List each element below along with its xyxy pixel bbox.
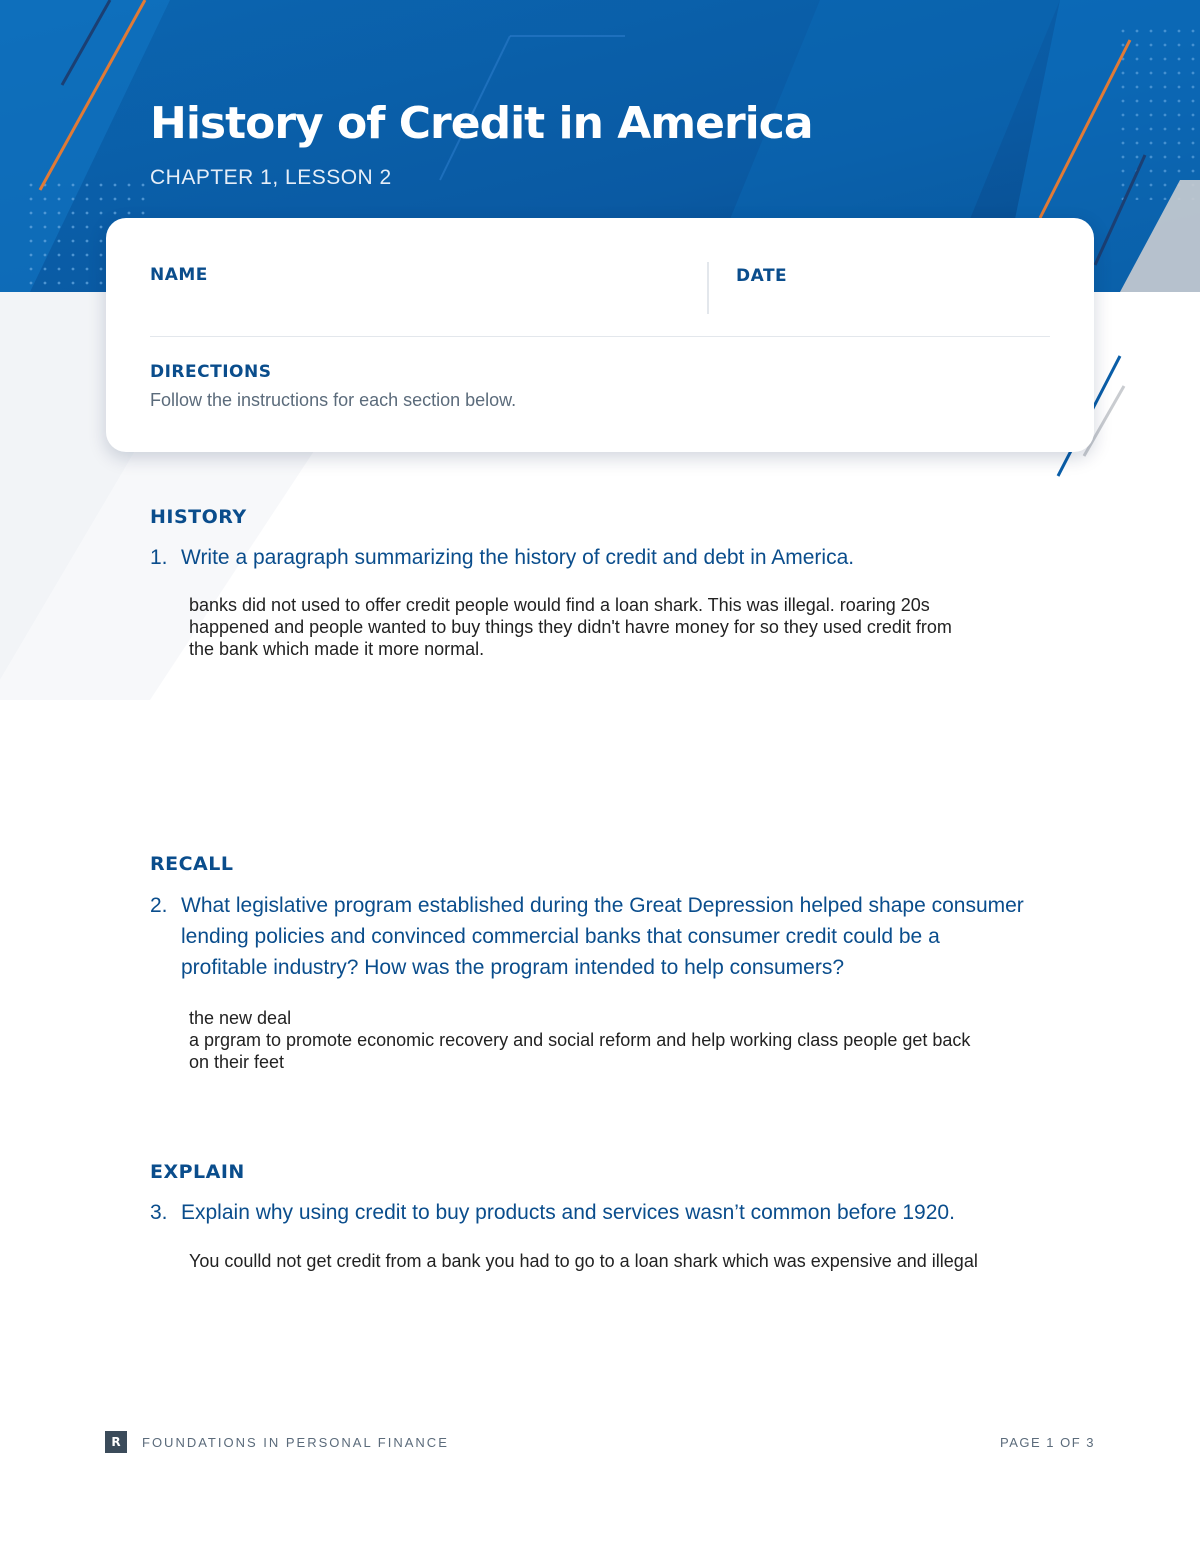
page-number: PAGE 1 OF 3	[999, 1435, 1095, 1450]
question-text: What legislative program established during the Great Depression helped shape consumer lending policies and convinced commercial banks that consumer credit could be a profitable industry? How was the program intended to help consumers?	[181, 894, 1024, 979]
date-label: DATE	[736, 266, 788, 286]
footer-course-name: FOUNDATIONS IN PERSONAL FINANCE	[142, 1435, 449, 1450]
answer-2[interactable]: the new deal a prgram to promote economic recovery and social reform and help working class people get back on their feet	[189, 1008, 971, 1072]
question-text: Write a paragraph summarizing the history of credit and debt in America.	[181, 546, 855, 569]
question-number: 2.	[150, 894, 168, 917]
card-vertical-divider	[707, 262, 709, 314]
name-label: NAME	[150, 265, 208, 285]
answer-1[interactable]: banks did not used to offer credit people would find a loan shark. This was illegal. roaring 20s happened and people wanted to buy things they didn't havre money for so they used credit from the bank which made it more normal.	[189, 595, 952, 659]
brand-logo: R	[105, 1431, 127, 1453]
section-heading-history: HISTORY	[150, 506, 247, 528]
page-title: History of Credit in America	[150, 98, 813, 149]
page-subtitle: CHAPTER 1, LESSON 2	[150, 166, 392, 189]
info-card	[106, 218, 1094, 452]
question-number: 1.	[150, 546, 168, 569]
directions-text: Follow the instructions for each section below.	[150, 390, 517, 410]
section-heading-explain: EXPLAIN	[150, 1161, 245, 1183]
question-text: Explain why using credit to buy products and services wasn’t common before 1920.	[181, 1201, 955, 1224]
answer-3[interactable]: You coulld not get credit from a bank you had to go to a loan shark which was expensive and illegal	[189, 1251, 978, 1271]
card-horizontal-divider	[150, 336, 1050, 337]
section-heading-recall: RECALL	[150, 853, 234, 875]
question-number: 3.	[150, 1201, 168, 1224]
directions-label: DIRECTIONS	[150, 362, 272, 382]
